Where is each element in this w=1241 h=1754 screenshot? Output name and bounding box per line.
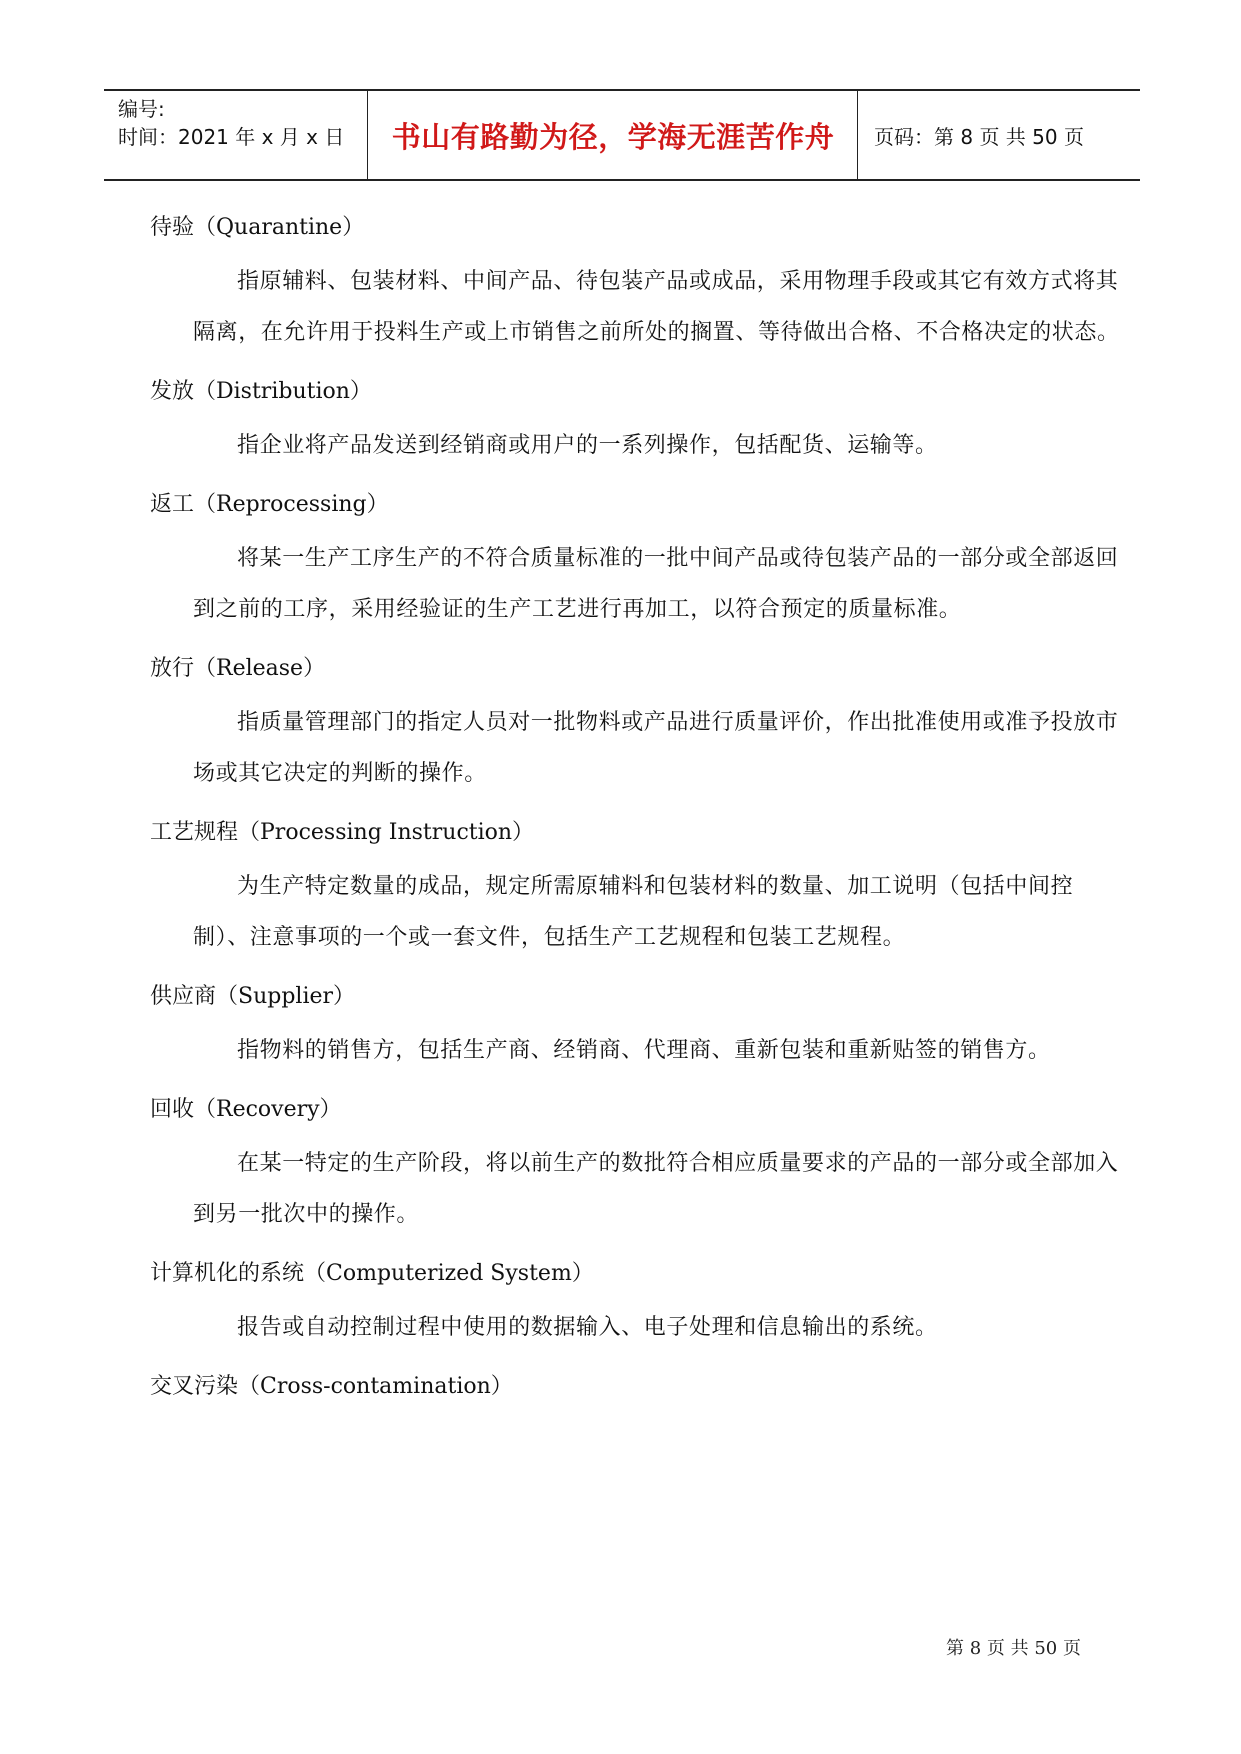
term-heading: 工艺规程（Processing Instruction）	[150, 820, 535, 845]
term-heading: 计算机化的系统（Computerized System）	[150, 1261, 594, 1286]
glossary-entry	[0, 1088, 1241, 1240]
header-page-info: 页码：第 8 页 共 50 页	[874, 124, 1084, 149]
document-body	[0, 206, 1241, 1409]
term-heading: 待验（Quarantine）	[150, 215, 365, 240]
header-motto: 书山有路勤为径，学海无涯苦作舟	[391, 119, 835, 154]
term-definition: 指物料的销售方，包括生产商、经销商、代理商、重新包装和重新贴签的销售方。	[237, 1038, 1051, 1063]
glossary-entry	[0, 811, 1241, 963]
term-heading: 回收（Recovery）	[150, 1097, 342, 1122]
term-definition: 在某一特定的生产阶段，将以前生产的数批符合相应质量要求的产品的一部分或全部加入到另一批次中的操作。	[193, 1151, 1119, 1227]
term-heading: 供应商（Supplier）	[150, 984, 356, 1009]
header-divider	[857, 91, 858, 179]
page-footer: 第 8 页 共 50 页	[946, 1638, 1081, 1659]
document-number-label: 编号:	[118, 97, 165, 121]
term-definition: 报告或自动控制过程中使用的数据输入、电子处理和信息输出的系统。	[237, 1315, 938, 1340]
glossary-entry	[0, 206, 1241, 358]
term-definition: 指原辅料、包装材料、中间产品、待包装产品或成品，采用物理手段或其它有效方式将其隔离，在允许用于投料生产或上市销售之前所处的搁置、等待做出合格、不合格决定的状态。	[193, 269, 1120, 345]
header-divider	[367, 91, 368, 179]
term-definition: 为生产特定数量的成品，规定所需原辅料和包装材料的数量、加工说明（包括中间控制）、注意事项的一个或一套文件，包括生产工艺规程和包装工艺规程。	[193, 874, 1074, 950]
term-heading-last: 交叉污染（Cross-contamination）	[150, 1374, 513, 1399]
term-definition: 指企业将产品发送到经销商或用户的一系列操作，包括配货、运输等。	[237, 433, 938, 458]
document-time-label: 时间：2021 年 x 月 x 日	[118, 125, 345, 149]
glossary-entry	[0, 647, 1241, 799]
header-meta	[118, 95, 344, 151]
term-definition: 将某一生产工序生产的不符合质量标准的一批中间产品或待包装产品的一部分或全部返回到之前的工序，采用经验证的生产工艺进行再加工，以符合预定的质量标准。	[193, 546, 1119, 622]
glossary-entry	[0, 1252, 1241, 1353]
page-header	[104, 89, 1140, 181]
term-definition: 指质量管理部门的指定人员对一批物料或产品进行质量评价，作出批准使用或准予投放市场或其它决定的判断的操作。	[193, 710, 1119, 786]
term-heading: 返工（Reprocessing）	[150, 492, 389, 517]
term-heading: 放行（Release）	[150, 656, 326, 681]
term-heading: 发放（Distribution）	[150, 379, 372, 404]
glossary-entry	[0, 483, 1241, 635]
glossary-entry	[0, 975, 1241, 1076]
glossary-entry	[0, 370, 1241, 471]
